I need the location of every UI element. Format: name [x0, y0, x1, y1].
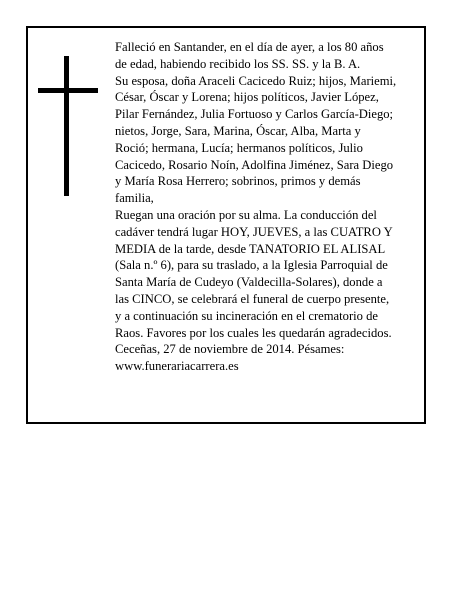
- notice-line: nietos, Jorge, Sara, Marina, Óscar, Alba, Marta y: [115, 123, 361, 138]
- notice-line: Pilar Fernández, Julia Fortuoso y Carlos García-Diego;: [115, 107, 394, 122]
- cross-icon: [38, 56, 98, 196]
- notice-line: Cacicedo, Rosario Noín, Adolfina Jiménez, Sara Diego: [115, 157, 394, 172]
- notice-line: cadáver tendrá lugar HOY, JUEVES, a las CUATRO Y: [115, 224, 393, 239]
- notice-line: MEDIA de la tarde, desde TANATORIO EL ALISAL: [115, 241, 386, 256]
- notice-line: y María Rosa Herrero; sobrinos, primos y demás: [115, 174, 361, 189]
- cross-horizontal-bar: [38, 88, 98, 93]
- notice-line: familia,: [115, 191, 154, 206]
- notice-line: Santa María de Cudeyo (Valdecilla-Solares), donde a: [115, 275, 383, 290]
- notice-line: de edad, habiendo recibido los SS. SS. y la B. A.: [115, 56, 361, 71]
- notice-line: Raos. Favores por los cuales les quedarán agradecidos.: [115, 325, 392, 340]
- notice-line: Ceceñas, 27 de noviembre de 2014. Pésames:: [115, 342, 345, 357]
- notice-line: César, Óscar y Lorena; hijos políticos, Javier López,: [115, 90, 379, 105]
- notice-line: Su esposa, doña Araceli Cacicedo Ruiz; hijos, Mariemi,: [115, 73, 397, 88]
- notice-line: (Sala n.º 6), para su traslado, a la Iglesia Parroquial de: [115, 258, 388, 273]
- cross-vertical-bar: [64, 56, 69, 196]
- notice-line: las CINCO, se celebrará el funeral de cuerpo presente,: [115, 291, 390, 306]
- notice-text: [115, 39, 425, 375]
- notice-line: y a continuación su incineración en el crematorio de: [115, 308, 378, 323]
- website-link[interactable]: www.funerariacarrera.es: [115, 359, 239, 374]
- notice-line: Ruegan una oración por su alma. La conducción del: [115, 207, 377, 222]
- notice-line: Roció; hermana, Lucía; hermanos políticos, Julio: [115, 140, 363, 155]
- notice-line: Falleció en Santander, en el día de ayer, a los 80 años: [115, 40, 384, 54]
